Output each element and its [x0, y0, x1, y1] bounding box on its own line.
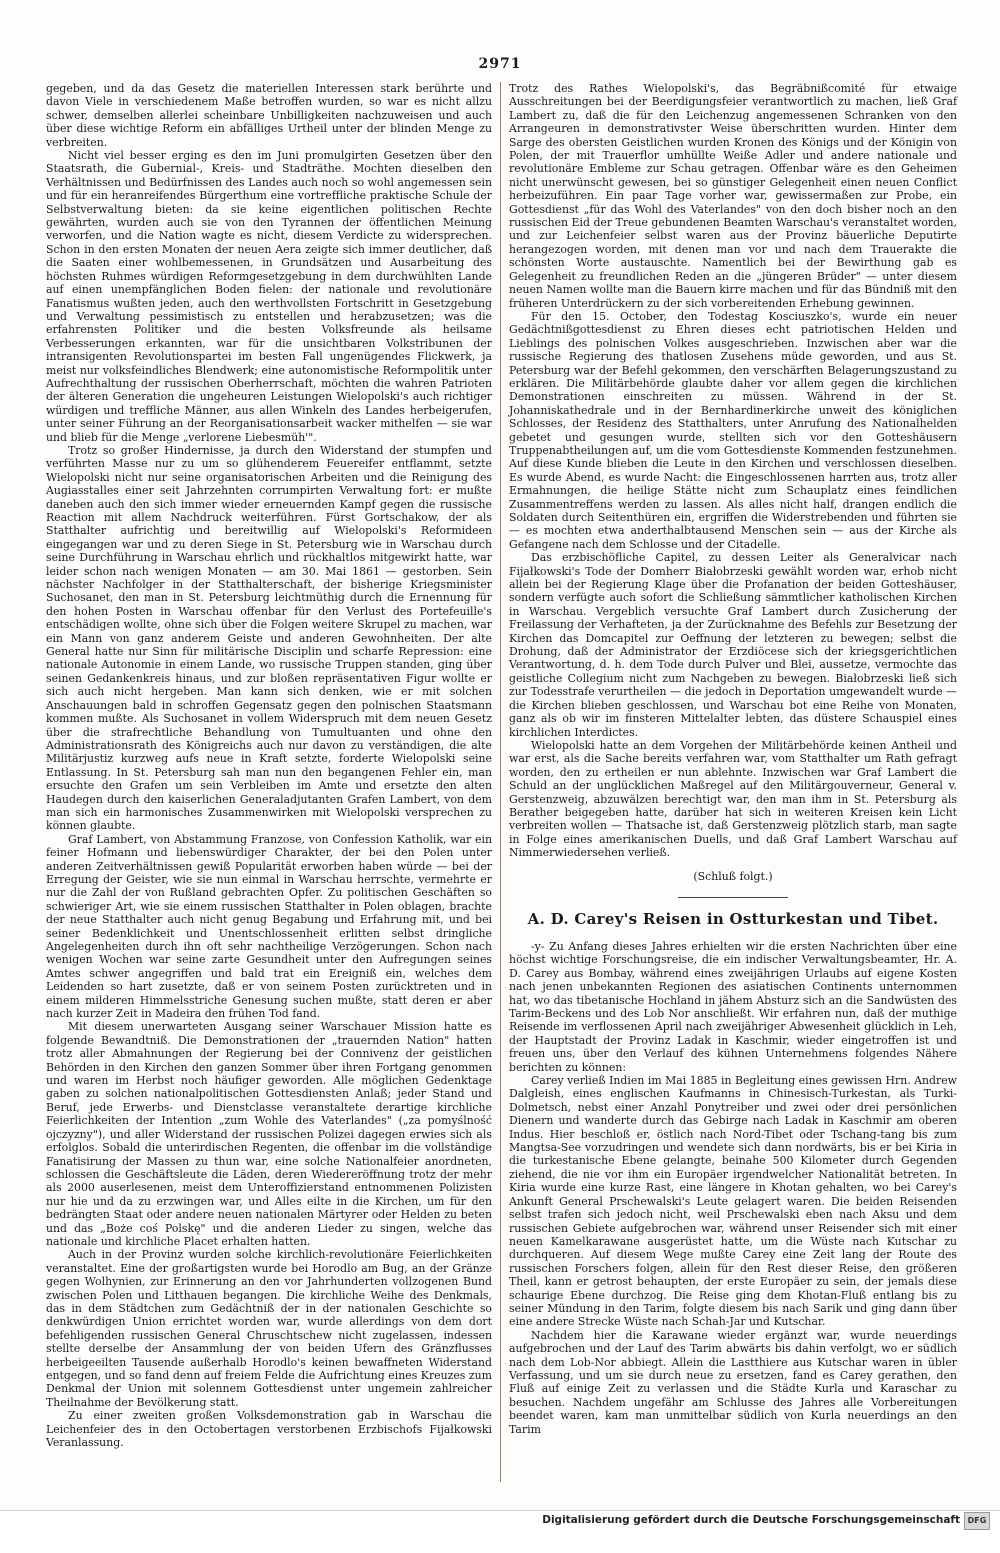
paragraph: Nachdem hier die Karawane wieder ergänzt war, wurde neuerdings aufgebrochen und der Lauf des Tarim abwärts bis dahin verfolgt, wo er südlich nach dem Lob-Nor abbiegt. Allein die Lastthiere aus Kutschar waren in übler Verfassung, und um sie durch neue zu ersetzen, fand es Carey gerathen, den Fluß auf einige Zeit zu verlassen und die Städte Kurla und Karaschar zu besuchen. Nachdem ungefähr am Schlusse des Jahres alle Vorbereitungen beendet waren, kam man unmittelbar südlich von Kurla neuerdings an den Tarim — [509, 1328, 957, 1436]
funding-notice: Digitalisierung gefördert durch die Deutsche Forschungsgemeinschaft — [542, 1514, 960, 1526]
continuation-note: (Schluß folgt.) — [693, 869, 773, 883]
paragraph: Das erzbischöfliche Capitel, zu dessen Leiter als Generalvicar nach Fijałkowski's Tode der Domherr Białobrzeski gewählt worden war, erhob nicht allein bei der Regierung Klage über die Profanation der beiden Gotteshäuser, sondern verfügte auch sofort die Schließung sämmtlicher katholischen Kirchen in Warschau. Vergeblich versuchte Graf Lambert durch Zusicherung der Freilassung der Verhafteten, ja der Zurücknahme des Befehls zur Besetzung der Kirchen das Domcapitel zur Oeffnung der letzteren zu bewegen; selbst die Drohung, daß der Administrator der Erzdiöcese sich der kriegsgerichtlichen Verantwortung, d. h. dem Tode durch Pulver und Blei, aussetze, vermochte das geistliche Collegium nicht zum Nachgeben zu bewegen. Białobrzeski ließ sich zur Todesstrafe verurtheilen — die jedoch in Deportation umgewandelt wurde — die Kirchen blieben geschlossen, und Warschau bot eine Reihe von Monaten, ganz als ob wir im finsteren Mittelalter lebten, das düstere Schauspiel eines kirchlichen Interdictes. — [509, 551, 957, 739]
left-column — [46, 82, 492, 1482]
paragraph: Graf Lambert, von Abstammung Franzose, von Confession Katholik, war ein feiner Hofmann und liebenswürdiger Charakter, der bei den Polen unter anderen Zeitverhältnissen gewiß Popularität erworben haben würde — bei der Erregung der Geister, wie sie nun einmal in Warschau herrschte, vermehrte er nur die Zahl der von Rußland gebrachten Opfer. Zu politischen Geschäften so schwieriger Art, wie sie einem russischen Statthalter in Polen oblagen, brachte der neue Statthalter auch nicht genug Begabung und Erfahrung mit, und bei seiner Bedenklichkeit und Unentschlossenheit erlitten selbst dringliche Angelegenheiten durch ihn oft sehr nachtheilige Verzögerungen. Schon nach wenigen Wochen war seine zarte Gesundheit unter den Aufregungen seines Amtes schwer angegriffen und bald trat ein Ereigniß ein, welches dem Leidenden so hart zusetzte, daß er von seinem Posten zurücktreten und in einem milderen Himmelsstriche Genesung suchen mußte, statt deren er aber nach kurzer Zeit in Madeira den frühen Tod fand. — [46, 832, 492, 1021]
paragraph: Mit diesem unerwarteten Ausgang seiner Warschauer Mission hatte es folgende Bewandtniß. Die Demonstrationen der „trauernden Nation" hatten trotz aller Abmahnungen der Regierung bei der Connivenz der geistlichen Behörden in den Kirchen den ganzen Sommer über ihren Fortgang genommen und waren im Herbst noch häufiger geworden. Alle möglichen Gedenktage gaben zu solchen nationalpolitischen Gottesdiensten Anlaß; jeder Stand und Beruf, jede Erwerbs- und Dienstclasse veranstaltete derartige kirchliche Feierlichkeiten der Intention „zum Wohle des Vaterlandes" („za pomyślność ojczyzny"), und aller Widerstand der russischen Polizei dagegen erwies sich als erfolglos. Sobald die unterirdischen Regenten, die offenbar im die vollständige Fanatisirung der Massen zu thun war, eine solche Nationalfeier anordneten, schlossen die Geschäftsleute die Läden, deren Wiedereröffnung trotz der mehr als 2000 auserlesenen, meist dem Unteroffizierstand entnommenen Polizisten nur hie und da zu erzwingen war, und Alles eilte in die Kirchen, um für den bedrängten Staat oder andere neuen nationalen Märtyrer oder Helden zu beten und das „Boże coś Polskę" und die anderen Lieder zu singen, welche das nationale und kirchliche Placet erhalten hatten. — [46, 1020, 492, 1248]
column-divider — [500, 82, 501, 1482]
paragraph: -y- Zu Anfang dieses Jahres erhielten wir die ersten Nachrichten über eine höchst wichtige Forschungsreise, die ein indischer Verwaltungsbeamter, Hr. A. D. Carey aus Bombay, während eines zweijährigen Urlaubs auf eigene Kosten nach jenen unbekannten Regionen des asiatischen Continents unternommen hat, wo das tibetanische Hochland in jähem Absturz sich an die Sandwüsten des Tarim-Beckens und des Lob Nor anschließt. Wir erfahren nun, daß der muthige Reisende im verflossenen April nach zweijähriger Abwesenheit glücklich in Leh, der Hauptstadt der Provinz Ladak in Kaschmir, wieder eingetroffen ist und freuen uns, über den Verlauf des kühnen Unternehmens folgendes Nähere berichten zu können: — [509, 939, 957, 1074]
paragraph: Trotz des Rathes Wielopolski's, das Begräbnißcomité für etwaige Ausschreitungen bei der Beerdigungsfeier verantwortlich zu machen, ließ Graf Lambert zu, daß die für den Leichenzug angemessenen Schranken von den Arrangeuren in demonstrativster Weise überschritten wurden. Hinter dem Sarge des obersten Geistlichen wurden Kronen des Königs und der Königin von Polen, der mit Trauerflor umhüllte Weiße Adler und andere nationale und revolutionäre Embleme zur Schau getragen. Offenbar wäre es den Geheimen nicht unerwünscht gewesen, bei so günstiger Gelegenheit einen neuen Conflict herbeizuführen. Ein paar Tage vorher war, gewissermaßen zur Probe, ein Gottesdienst „für das Wohl des Vaterlandes" von den doch bisher noch an den russischen Eid der Treue gebundenen Beamten Warschau's veranstaltet worden, und zur Leichenfeier selbst waren aus der Provinz bäuerliche Deputirte herangezogen worden, mit denen man vor und nach dem Trauerakte die schönsten Worte austauschte. Namentlich bei der Bewirthung gab es Gelegenheit zu freundlichen Reden an die „jüngeren Brüder" — unter diesem neuen Namen wollte man die Bauern kirre machen und für das Bündniß mit den früheren Unterdrückern zu der sich vorbereitenden Erhebung gewinnen. — [509, 82, 957, 310]
page-number: 2971 — [478, 56, 522, 72]
paragraph: Carey verließ Indien im Mai 1885 in Begleitung eines gewissen Hrn. Andrew Dalgleish, eines englischen Kaufmanns in Chinesisch-Turkestan, als Turki-Dolmetsch, nebst einer Anzahl Ponytreiber und zwei oder drei persönlichen Dienern und wanderte durch das Gebirge nach Ladak in Kaschmir am oberen Indus. Hier beschloß er, östlich nach Nord-Tibet oder Tschang-tang bis zum Mangtsa-See vorzudringen und wendete sich dann nordwärts, bis er bei Kiria in die turkestanische Ebene gelangte, beinahe 500 Kilometer durch Gegenden ziehend, die nie vor ihm ein Europäer irgendwelcher Nationalität betreten. In Kiria wurde eine kurze Rast, eine längere in Khotan gehalten, wo bei Carey's Ankunft General Prschewalski's Leute gelagert waren. Die beiden Reisenden selbst trafen sich jedoch nicht, weil Prschewalski eben nach Aksu und dem russischen Gebiete aufgebrochen war, während unser Reisender sich mit einer neuen Kamelkarawane ausgerüstet hatte, um die Wüste nach Kutschar zu durchqueren. Auf diesem Wege mußte Carey eine Zeit lang der Route des russischen Forschers folgen, allein für den Rest dieser Reise, den größeren Theil, kann er getrost behaupten, der erste Europäer zu sein, der jemals diese schaurige Ebene durchzog. Die Reise ging dem Khotan-Fluß entlang bis zu seiner Mündung in den Tarim, folgte diesem bis nach Sarik und ging dann über eine andere Strecke Wüste nach Schah-Jar und Kutschar. — [509, 1074, 957, 1329]
right-column — [509, 82, 957, 1492]
paragraph: Zu einer zweiten großen Volksdemonstration gab in Warschau die Leichenfeier des in den Octobertagen verstorbenen Erzbischofs Fijałkowski Veranlassung. — [46, 1409, 492, 1450]
paragraph: Für den 15. October, den Todestag Kosciuszko's, wurde ein neuer Gedächtnißgottesdienst zu Ehren dieses echt patriotischen Helden und Lieblings des polnischen Volkes ausgeschrieben. Inzwischen aber war die russische Regierung des thatlosen Zusehens müde geworden, und aus St. Petersburg war der Befehl gekommen, den verschärften Belagerungszustand zu erklären. Die Militärbehörde glaubte daher vor allem gegen die kirchlichen Demonstrationen einschreiten zu müssen. Während in der St. Johanniskathedrale und in der Bernhardinerkirche unweit des königlichen Schlosses, der Residenz des Statthalters, unter Anrufung des Nationalhelden gebetet und gesungen wurde, stellten sich vor den Gotteshäusern Truppenabtheilungen auf, um die vom Gottesdienste Kommenden festzunehmen. Auf diese Kunde blieben die Leute in den Kirchen und verschlossen dieselben. Es wurde Abend, es wurde Nacht: die Eingeschlossenen harrten aus, trotz aller Ermahnungen, die heilige Stätte nicht zum Schauplatz eines feindlichen Zusammentreffens werden zu lassen. Als alles nicht half, drangen endlich die Soldaten durch Seitenthüren ein, ergriffen die Widerstrebenden und führten sie — es mochten etwa anderthalbtausend Menschen sein — aus der Kirche als Gefangene nach dem Schlosse und der Citadelle. — [509, 309, 957, 551]
article-heading: A. D. Carey's Reisen in Ostturkestan und Tibet. — [527, 909, 939, 928]
section-divider — [678, 897, 788, 898]
paragraph: gegeben, und da das Gesetz die materiellen Interessen stark berührte und davon Viele in verschiedenem Maße betroffen wurden, so war es nicht allzu schwer, demselben allerlei scheinbare Unbilligkeiten nachzuweisen und auch über diese wichtige Reform ein abfälliges Urtheil unter der blinden Menge zu verbreiten. — [46, 82, 492, 149]
paragraph: Nicht viel besser erging es den im Juni promulgirten Gesetzen über den Staatsrath, die Gubernial-, Kreis- und Stadträthe. Mochten dieselben den Verhältnissen und Bedürfnissen des Landes auch noch so wohl angemessen sein und für ein heranreifendes Bürgerthum eine vortreffliche praktische Schule der Selbstverwaltung bieten: da sie keine eigentlichen politischen Rechte gewährten, wurden auch sie von den Tyrannen der öffentlichen Meinung verworfen, und die Nation wagte es nicht, diesem Verdicte zu widersprechen. Schon in den ersten Monaten der neuen Aera zeigte sich immer deutlicher, daß die Saaten einer wohlbemessenen, in Grundsätzen und Ausarbeitung des höchsten Ruhmes würdigen Reformgesetzgebung in dem durchwühlten Lande auf einen unempfänglichen Boden fielen: der nationale und revolutionäre Fanatismus wußten jeden, auch den werthvollsten Fortschritt in Gesetzgebung und Verwaltung pessimistisch zu entstellen und herabzusetzen; was die erfahrensten Politiker und die besten Volksfreunde als heilsame Verbesserungen erkannten, war für die unsichtbaren Volkstribunen der intransigenten Revolutionspartei im besten Fall ungenügendes Flickwerk, ja meist nur volksfeindliches Blendwerk; eine autonomistische Reformpolitik unter Aufrechthaltung der russischen Oberherrschaft, möchten die wahren Patrioten der älteren Generation die ungeheuren Leistungen Wielopolski's auch richtiger würdigen und treffliche Männer, aus allen Winkeln des Landes herbeigerufen, unter seiner Führung an der Reorganisationsarbeit wacker mithelfen — sie war und blieb für die Menge „verlorene Liebesmüh'". — [46, 149, 492, 444]
paragraph: Trotz so großer Hindernisse, ja durch den Widerstand der stumpfen und verführten Masse nur zu um so glühenderem Feuereifer entflammt, setzte Wielopolski nicht nur seine organisatorischen Arbeiten und die Reinigung des Augiasstalles einer seit Jahrzehnten corrumpirten Verwaltung fort: er mußte daneben auch den sich immer wieder erneuernden Kampf gegen die russische Reaction mit allem Nachdruck weiterführen. Fürst Gortschakow, der als Statthalter aufrichtig und bereitwillig auf Wielopolski's Reformideen eingegangen war und zu deren Siege in St. Petersburg wie in Warschau durch seine Durchführung in Warschau ehrlich und rückhaltlos mitgewirkt hatte, war leider schon nach wenigen Monaten — am 30. Mai 1861 — gestorben. Sein nächster Nachfolger in der Statthalterschaft, der bisherige Kriegsminister Suchosanet, den man in St. Petersburg leichtmüthig durch die Ernennung für den hohen Posten in Warschau offenbar für den Verlust des Portefeuille's entschädigen wollte, ohne sich über die Folgen weitere Skrupel zu machen, war ein Mann von ganz anderem Geiste und anderen Gewohnheiten. Der alte General hatte nur Sinn für militärische Disciplin und scharfe Repression: eine nationale Autonomie in einem Lande, wo russische Truppen standen, ging über seinen Gedankenkreis hinaus, und zur bloßen repräsentativen Figur wollte er sich auch nicht hergeben. Man kann sich denken, wie er mit solchen Anschauungen bald in schroffen Gegensatz gegen den polnischen Staatsmann kommen mußte. Als Suchosanet in vollem Widerspruch mit dem neuen Gesetz über die strafrechtliche Behandlung von Tumultuanten und ohne den Administrationsrath des Königreichs auch nur davon zu verständigen, die alte Militärjustiz kurzweg aufs neue in Kraft setzte, forderte Wielopolski seine Entlassung. In St. Petersburg sah man nun den begangenen Fehler ein, man ersuchte den Grafen um sein Verbleiben im Amte und ersetzte den alten Haudegen durch den kaiserlichen Generaladjutanten Grafen Lambert, von dem man sich ein harmonisches Zusammenwirken mit Wielopolski versprechen zu können glaubte. — [46, 443, 492, 833]
paragraph: Wielopolski hatte an dem Vorgehen der Militärbehörde keinen Antheil und war erst, als die Sache bereits verfahren war, vom Statthalter um Rath gefragt worden, den zu ertheilen er nun ablehnte. Inzwischen war Graf Lambert die Schuld an der unglücklichen Maßregel auf den Militärgouverneur, General v. Gerstenzweig, abzuwälzen berechtigt war, den man ihm in St. Petersburg als Berather beigegeben hatte, darüber hat sich in weiteren Kreisen kein Licht verbreiten wollen — Thatsache ist, daß Gerstenzweig plötzlich starb, man sagte in Folge eines amerikanischen Duells, und daß Graf Lambert Warschau auf Nimmerwiedersehen verließ. — [509, 738, 957, 860]
dfg-logo-icon: DFG — [964, 1512, 990, 1530]
paragraph: Auch in der Provinz wurden solche kirchlich-revolutionäre Feierlichkeiten veranstaltet. Eine der großartigsten wurde bei Horodlo am Bug, an der Gränze gegen Wolhynien, zur Erinnerung an den vor Jahrhunderten vollzogenen Bund zwischen Polen und Litthauen begangen. Die kirchliche Weihe des Denkmals, das in dem Städtchen zum Gedächtniß der in der nationalen Geschichte so denkwürdigen Union errichtet worden war, wurde allerdings von dem dort befehligenden russischen General Chruschtschew nicht zugelassen, indessen stellte derselbe der Ansammlung der von beiden Ufern des Gränzflusses herbeigeeilten Tausende außerhalb Horodlo's keinen bewaffneten Widerstand entgegen, und so fand denn auf freiem Felde die Aufrichtung eines Kreuzes zum Denkmal der Union mit solennem Gottesdienst unter ungemein zahlreicher Theilnahme der Bevölkerung statt. — [46, 1248, 492, 1409]
